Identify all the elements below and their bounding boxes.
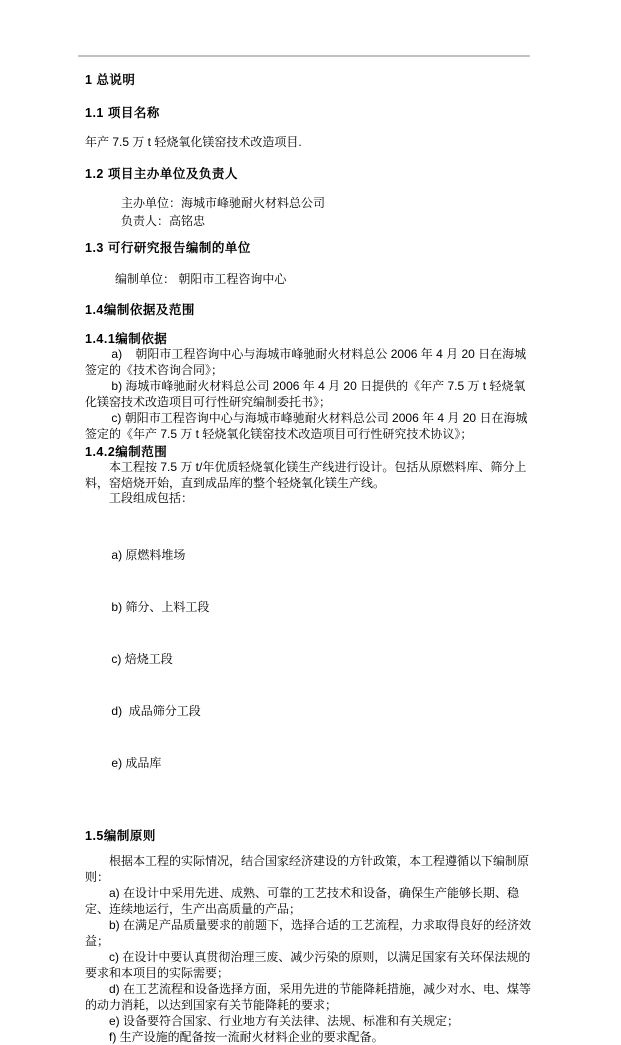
stage-item-c: c) 焙烧工段 [111,651,173,666]
heading-general: 1 总说明 [85,73,136,87]
leader-line: 负责人：高铭忠 [121,213,206,228]
heading-compiler-section: 1.3 可行研究报告编制的单位 [85,240,251,255]
heading-basis: 1.4.1编制依据 [85,332,168,346]
heading-basis-and-scope: 1.4编制依据及范围 [85,303,195,317]
principle-item-b: b) 在满足产品质量要求的前题下，选择合适的工艺流程，力求取得良好的经济效益； [85,917,532,948]
document-content [85,72,537,1045]
stage-list [85,511,537,808]
sponsor-line: 主办单位：海城市峰驰耐火材料总公司 [121,195,326,210]
header-divider [78,55,530,57]
project-name-text: 年产 7.5 万 t 轻烧氧化镁窑技术改造项目. [85,135,302,149]
stage-item-b: b) 筛分、上料工段 [111,599,210,614]
stage-item-a: a) 原燃料堆场 [111,547,186,562]
principle-item-a: a) 在设计中采用先进、成熟、可靠的工艺技术和设备，确保生产能够长期、稳定、连续地运行，生产出高质量的产品； [85,885,520,916]
stage-list-label: 工段组成包括： [109,491,194,505]
stage-item-e: e) 成品库 [111,756,162,771]
principle-item-c: c) 在设计中要认真贯彻治理三废、减少污染的原则，以满足国家有关环保法规的要求和本项目的实际需要； [85,949,531,980]
compiler-line: 编制单位： 朝阳市工程咨询中心 [115,271,287,286]
heading-scope: 1.4.2编制范围 [85,445,168,459]
principle-item-e: e) 设备要符合国家、行业地方有关法律、法规、标准和有关规定； [109,1013,460,1028]
principle-item-f: f) 生产设施的配备按一流耐火材料企业的要求配备。 [109,1029,384,1044]
principles-intro: 根据本工程的实际情况，结合国家经济建设的方针政策，本工程遵循以下编制原则： [85,853,530,884]
scope-intro: 本工程按 7.5 万 t/年优质轻烧氧化镁生产线进行设计。包括从原燃料库、筛分上料，窑焙烧开始，直到成品库的整个轻烧氧化镁生产线。 [85,460,527,490]
principle-item-d: d) 在工艺流程和设备选择方面，采用先进的节能降耗措施，减少对水、电、煤等的动力消耗，以达到国家有关节能降耗的要求； [85,981,532,1012]
basis-item-a: a) 朝阳市工程咨询中心与海城市峰驰耐火材料总公 2006 年 4 月 20 日在海城签定的《技术咨询合同》； [85,347,527,377]
basis-item-b: b) 海城市峰驰耐火材料总公司 2006 年 4 月 20 日提供的《年产 7.5 万 t 轻烧氧化镁窑技术改造项目可行性研究编制委托书》； [85,379,526,409]
basis-item-c: c) 朝阳市工程咨询中心与海城市峰驰耐火材料总公司 2006 年 4 月 20 日在海城签定的《年产 7.5 万 t 轻烧氧化镁窑技术改造项目可行性研究技术协议》； [85,411,528,441]
stage-item-d: d) 成品筛分工段 [111,704,201,719]
heading-project-name: 1.1 项目名称 [85,106,160,120]
heading-principles: 1.5编制原则 [85,828,156,843]
heading-sponsor-section: 1.2 项目主办单位及负责人 [85,166,238,181]
